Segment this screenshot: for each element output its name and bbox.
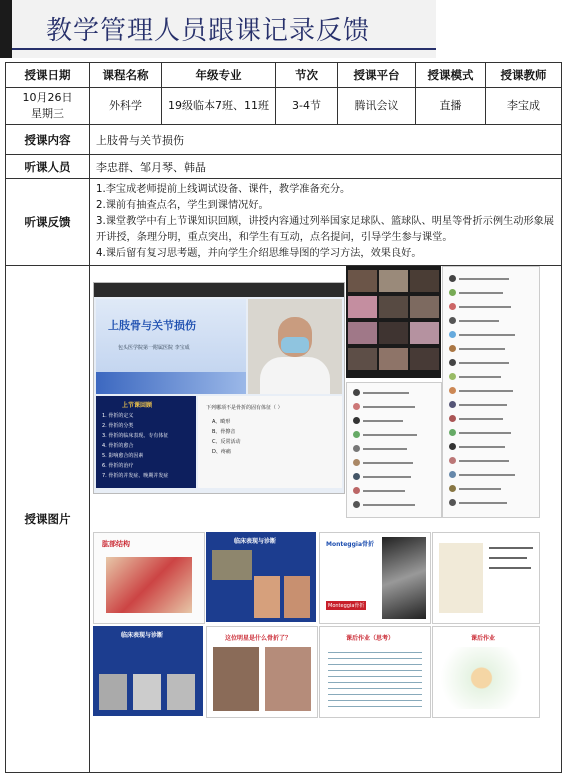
member-name bbox=[459, 362, 509, 364]
course-value: 外科学 bbox=[90, 88, 162, 125]
weekday-value: 星期三 bbox=[31, 107, 64, 120]
header-course: 课程名称 bbox=[90, 63, 162, 88]
member-name bbox=[459, 334, 515, 336]
member-avatar bbox=[353, 487, 360, 494]
review-item: 3. 骨折的临床表现、专有体征 bbox=[102, 433, 169, 439]
date-cell bbox=[6, 88, 90, 125]
header-mode: 授课模式 bbox=[416, 63, 486, 88]
xray-image bbox=[99, 674, 127, 710]
banner-underline bbox=[12, 48, 436, 50]
member-name bbox=[363, 504, 415, 506]
member-avatar bbox=[449, 485, 456, 492]
photos-row bbox=[6, 266, 562, 773]
member-name bbox=[459, 432, 511, 434]
quiz-question: 下列哪项不是骨折的固有体征（ ） bbox=[206, 405, 283, 411]
member-name bbox=[459, 418, 503, 420]
video-tile bbox=[348, 348, 377, 370]
xray-image bbox=[133, 674, 161, 710]
feedback-item: 2.课前有抽查点名，学生到课情况好。 bbox=[96, 200, 269, 211]
member-avatar bbox=[449, 471, 456, 478]
record-table bbox=[5, 62, 562, 773]
feedback-item: 3.课堂教学中有上节课知识回顾，讲授内容通过列举国家足球队、篮球队、明星等骨折示例生动形象展开讲授，条理分明，重点突出，和学生有互动，点名提问，引导学生参与课堂。 bbox=[96, 216, 554, 243]
banner-accent bbox=[0, 0, 12, 58]
review-item: 2. 骨折的分类 bbox=[102, 423, 134, 429]
photos-label: 授课图片 bbox=[6, 266, 90, 773]
member-name bbox=[459, 292, 503, 294]
slide-illustration bbox=[432, 532, 540, 624]
meeting-toolbar bbox=[94, 283, 344, 297]
date-value: 10月26日 bbox=[22, 91, 73, 104]
member-name bbox=[363, 476, 411, 478]
listeners-label: 听课人员 bbox=[6, 155, 90, 179]
teacher-camera bbox=[248, 299, 342, 394]
member-avatar bbox=[449, 429, 456, 436]
slide-player bbox=[206, 626, 318, 718]
member-avatar bbox=[353, 403, 360, 410]
header-row bbox=[6, 63, 562, 88]
white-coat bbox=[260, 357, 330, 394]
member-name bbox=[363, 448, 407, 450]
player-heading: 这位明星是什么骨折了？ bbox=[225, 635, 292, 642]
quiz-option: C、反常活动 bbox=[212, 439, 241, 445]
member-avatar bbox=[449, 373, 456, 380]
review-item: 6. 骨折的治疗 bbox=[102, 463, 134, 469]
slide-footer-wave bbox=[96, 372, 246, 394]
text-line bbox=[489, 567, 531, 569]
member-name bbox=[459, 376, 501, 378]
member-avatar bbox=[449, 275, 456, 282]
player-photo bbox=[265, 647, 311, 711]
content-value: 上肢骨与关节损伤 bbox=[90, 125, 562, 155]
screenshot-video-gallery bbox=[346, 266, 441, 378]
member-avatar bbox=[449, 457, 456, 464]
member-name bbox=[459, 306, 511, 308]
member-name bbox=[363, 392, 409, 394]
xray-image bbox=[382, 537, 426, 619]
review-item: 5. 影响愈合的因素 bbox=[102, 453, 144, 459]
anatomy-image bbox=[106, 557, 192, 613]
member-avatar bbox=[353, 389, 360, 396]
member-name bbox=[459, 446, 505, 448]
member-name bbox=[459, 404, 507, 406]
member-avatar bbox=[449, 331, 456, 338]
screenshot-lecture bbox=[93, 282, 345, 494]
clinical-bullets bbox=[212, 550, 252, 580]
slide-anatomy bbox=[93, 532, 205, 624]
text-line bbox=[489, 557, 527, 559]
homework-text bbox=[328, 647, 422, 707]
member-name bbox=[459, 278, 509, 280]
member-avatar bbox=[353, 459, 360, 466]
review-heading: 上节课回顾 bbox=[122, 402, 153, 409]
member-name bbox=[459, 320, 499, 322]
member-name bbox=[363, 420, 403, 422]
monteggia-tag: Monteggia骨折 bbox=[328, 603, 365, 609]
header-platform: 授课平台 bbox=[338, 63, 416, 88]
mindmap-heading: 课后作业 bbox=[471, 635, 496, 642]
member-avatar bbox=[449, 443, 456, 450]
member-avatar bbox=[449, 387, 456, 394]
member-name bbox=[363, 490, 405, 492]
slide-clinical-2 bbox=[93, 626, 203, 716]
xray-image bbox=[167, 674, 195, 710]
listeners-value: 李忠群、邹月琴、韩晶 bbox=[90, 155, 562, 179]
member-name bbox=[459, 502, 507, 504]
member-name bbox=[459, 460, 509, 462]
header-date: 授课日期 bbox=[6, 63, 90, 88]
slide-monteggia bbox=[319, 532, 431, 624]
listeners-row bbox=[6, 155, 562, 179]
member-avatar bbox=[353, 431, 360, 438]
member-name bbox=[459, 348, 505, 350]
homework-heading: 课后作业（思考） bbox=[346, 635, 395, 642]
member-avatar bbox=[353, 473, 360, 480]
video-tile bbox=[410, 270, 439, 292]
review-item: 7. 骨折的并发症、晚期并发症 bbox=[102, 473, 169, 479]
member-avatar bbox=[449, 415, 456, 422]
title-slide-heading: 上肢骨与关节损伤 bbox=[108, 319, 196, 332]
header-class: 年级专业 bbox=[162, 63, 276, 88]
mindmap-diagram bbox=[441, 647, 531, 709]
feedback-text bbox=[90, 179, 562, 266]
review-item: 4. 骨折的愈合 bbox=[102, 443, 134, 449]
clinical-heading: 临床表现与诊断 bbox=[234, 538, 277, 545]
video-tile bbox=[379, 296, 408, 318]
quiz-option: A、畸形 bbox=[212, 419, 231, 425]
anatomy-heading: 肱部结构 bbox=[102, 540, 130, 548]
member-avatar bbox=[449, 289, 456, 296]
feedback-item: 4.课后留有复习思考题，并向学生介绍思维导图的学习方法，效果良好。 bbox=[96, 248, 422, 259]
content-row bbox=[6, 125, 562, 155]
video-tile bbox=[410, 348, 439, 370]
video-tile bbox=[379, 348, 408, 370]
text-line bbox=[489, 547, 533, 549]
patient-photo bbox=[284, 576, 310, 618]
video-tile bbox=[410, 322, 439, 344]
mask-icon bbox=[281, 337, 309, 353]
member-avatar bbox=[353, 417, 360, 424]
member-avatar bbox=[353, 501, 360, 508]
member-name bbox=[363, 434, 417, 436]
photos-cell bbox=[90, 266, 562, 773]
member-avatar bbox=[449, 499, 456, 506]
video-tile bbox=[379, 322, 408, 344]
member-name bbox=[459, 488, 501, 490]
screenshot-member-list-left bbox=[346, 382, 442, 518]
member-name bbox=[459, 390, 513, 392]
video-tile bbox=[348, 296, 377, 318]
screenshot-member-list-right bbox=[442, 266, 540, 518]
feedback-row bbox=[6, 179, 562, 266]
content-label: 授课内容 bbox=[6, 125, 90, 155]
video-tile bbox=[348, 270, 377, 292]
video-tile bbox=[348, 322, 377, 344]
video-tile bbox=[379, 270, 408, 292]
platform-value: 腾讯会议 bbox=[338, 88, 416, 125]
title-slide bbox=[96, 299, 246, 394]
feedback-label: 听课反馈 bbox=[6, 179, 90, 266]
member-name bbox=[363, 406, 415, 408]
mode-value: 直播 bbox=[416, 88, 486, 125]
value-row bbox=[6, 88, 562, 125]
illustration-figures bbox=[439, 543, 483, 613]
member-avatar bbox=[449, 359, 456, 366]
quiz-option: B、骨擦音 bbox=[212, 429, 236, 435]
clinical-heading-2: 临床表现与诊断 bbox=[121, 632, 164, 639]
member-avatar bbox=[449, 303, 456, 310]
title-slide-sub: 包头医学院第一附属医院 李宝成 bbox=[118, 345, 190, 351]
quiz-option: D、疼痛 bbox=[212, 449, 231, 455]
review-slide bbox=[96, 396, 196, 488]
period-value: 3-4节 bbox=[276, 88, 338, 125]
member-avatar bbox=[353, 445, 360, 452]
member-name bbox=[459, 474, 515, 476]
header-period: 节次 bbox=[276, 63, 338, 88]
member-name bbox=[363, 462, 413, 464]
class-value: 19级临本7班、11班 bbox=[162, 88, 276, 125]
member-avatar bbox=[449, 317, 456, 324]
teacher-value: 李宝成 bbox=[486, 88, 562, 125]
header-teacher: 授课教师 bbox=[486, 63, 562, 88]
feedback-item: 1.李宝成老师提前上线调试设备、课件，教学准备充分。 bbox=[96, 184, 351, 195]
quiz-slide bbox=[198, 396, 342, 488]
member-avatar bbox=[449, 401, 456, 408]
page-title: 教学管理人员跟课记录反馈 bbox=[46, 16, 371, 46]
slide-homework bbox=[319, 626, 431, 718]
video-tile bbox=[410, 296, 439, 318]
slide-mindmap bbox=[432, 626, 540, 718]
monteggia-heading: Monteggia骨折 bbox=[326, 541, 374, 548]
member-avatar bbox=[449, 345, 456, 352]
player-photo bbox=[213, 647, 259, 711]
patient-photo bbox=[254, 576, 280, 618]
slide-clinical bbox=[206, 532, 316, 622]
review-item: 1. 骨折的定义 bbox=[102, 413, 134, 419]
